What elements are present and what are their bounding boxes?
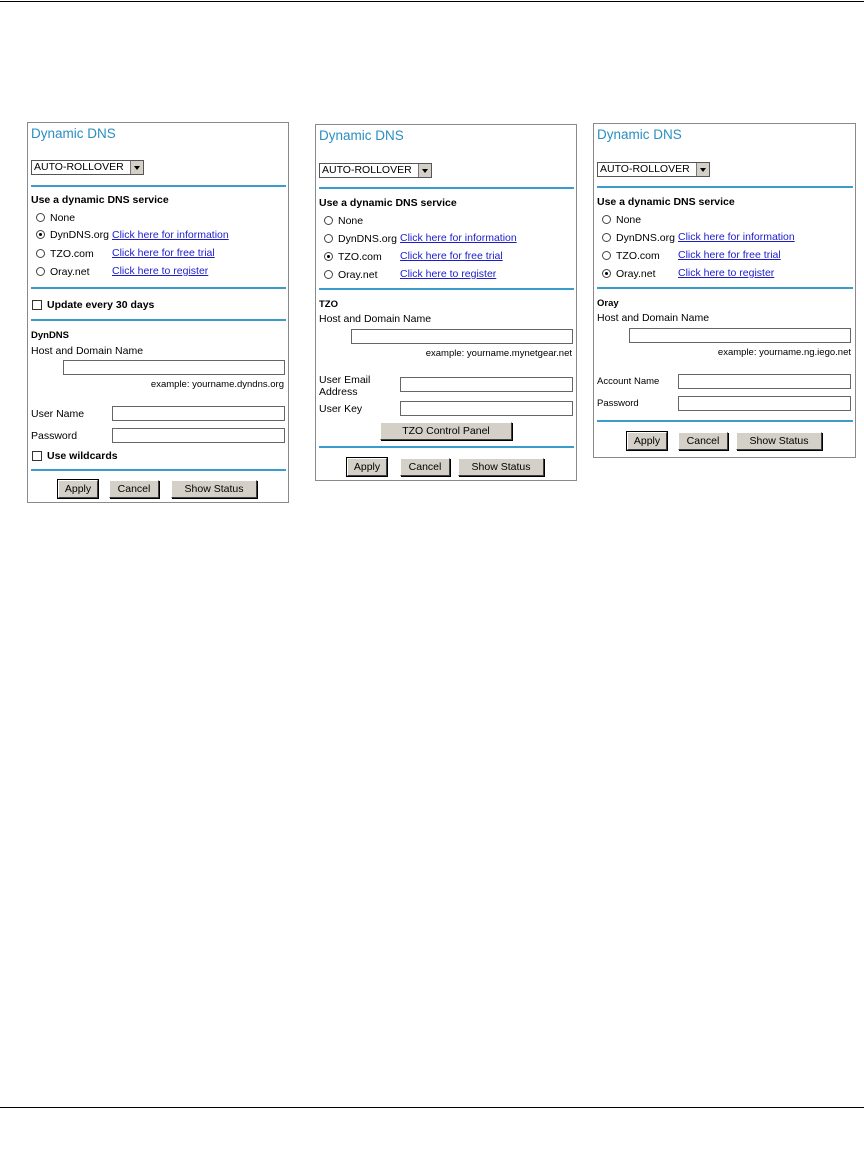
update-every-30-days-label: Update every 30 days	[47, 299, 155, 311]
dyndns-info-link[interactable]: Click here for information	[112, 229, 229, 241]
user-email-label	[319, 374, 370, 398]
radio-tzo[interactable]	[36, 249, 45, 258]
radio-tzo-label: TZO.com	[616, 250, 660, 262]
divider	[597, 420, 853, 422]
page-title: Dynamic DNS	[597, 127, 682, 142]
host-domain-input[interactable]	[63, 360, 285, 375]
radio-oray[interactable]	[602, 269, 611, 278]
host-domain-label: Host and Domain Name	[319, 313, 432, 325]
divider	[597, 287, 853, 289]
host-example-text: example: yourname.ng.iego.net	[717, 347, 851, 358]
user-key-input[interactable]	[400, 401, 573, 416]
account-name-label: Account Name	[597, 376, 660, 387]
rollover-select[interactable]	[31, 160, 144, 175]
divider	[31, 185, 286, 187]
host-example-text: example: yourname.dyndns.org	[150, 379, 284, 390]
user-email-label-line1: User Email	[319, 374, 371, 386]
radio-none[interactable]	[602, 215, 611, 224]
page-title: Dynamic DNS	[319, 128, 404, 143]
dyndns-info-link[interactable]: Click here for information	[400, 232, 517, 244]
rollover-select[interactable]	[597, 162, 710, 177]
divider	[319, 187, 574, 189]
user-email-label-line2: Address	[319, 386, 358, 398]
radio-oray[interactable]	[324, 270, 333, 279]
tzo-trial-link[interactable]: Click here for free trial	[678, 249, 781, 261]
chevron-down-icon[interactable]	[696, 163, 709, 176]
radio-oray-label: Oray.net	[50, 266, 90, 278]
radio-dyndns[interactable]	[36, 230, 45, 239]
cancel-button[interactable]: Cancel	[400, 458, 450, 476]
divider	[31, 319, 286, 321]
radio-none[interactable]	[324, 216, 333, 225]
user-name-input[interactable]	[112, 406, 285, 421]
password-input[interactable]	[112, 428, 285, 443]
tzo-trial-link[interactable]: Click here for free trial	[400, 250, 503, 262]
oray-register-link[interactable]: Click here to register	[112, 265, 209, 277]
use-wildcards-checkbox[interactable]	[32, 451, 42, 461]
user-name-label: User Name	[31, 408, 85, 420]
user-key-label: User Key	[319, 403, 363, 415]
provider-heading: Oray	[597, 298, 619, 309]
cancel-button[interactable]: Cancel	[678, 432, 728, 450]
tzo-panel	[315, 124, 577, 481]
divider	[31, 287, 286, 289]
password-input[interactable]	[678, 396, 851, 411]
password-label: Password	[31, 430, 78, 442]
apply-button[interactable]: Apply	[58, 480, 98, 498]
account-name-input[interactable]	[678, 374, 851, 389]
divider	[31, 469, 286, 471]
service-heading: Use a dynamic DNS service	[319, 197, 457, 209]
top-page-rule	[0, 1, 864, 2]
dyndns-info-link[interactable]: Click here for information	[678, 231, 795, 243]
oray-register-link[interactable]: Click here to register	[678, 267, 775, 279]
page-title: Dynamic DNS	[31, 126, 116, 141]
divider	[597, 186, 853, 188]
radio-dyndns[interactable]	[602, 233, 611, 242]
radio-dyndns[interactable]	[324, 234, 333, 243]
user-email-input[interactable]	[400, 377, 573, 392]
rollover-select-value: AUTO-ROLLOVER	[600, 163, 690, 175]
chevron-down-icon[interactable]	[130, 161, 143, 174]
divider	[319, 446, 574, 448]
tzo-control-panel-button[interactable]: TZO Control Panel	[380, 422, 512, 440]
radio-none-label: None	[338, 215, 364, 227]
use-wildcards-label: Use wildcards	[47, 450, 118, 462]
oray-register-link[interactable]: Click here to register	[400, 268, 497, 280]
host-domain-label: Host and Domain Name	[31, 345, 144, 357]
radio-dyndns-label: DynDNS.org	[338, 233, 397, 245]
host-domain-input[interactable]	[629, 328, 851, 343]
radio-none[interactable]	[36, 213, 45, 222]
radio-oray[interactable]	[36, 267, 45, 276]
tzo-trial-link[interactable]: Click here for free trial	[112, 247, 215, 259]
radio-none-label: None	[50, 212, 76, 224]
show-status-button[interactable]: Show Status	[736, 432, 822, 450]
oray-panel	[593, 123, 856, 458]
host-domain-label: Host and Domain Name	[597, 312, 710, 324]
rollover-select-value: AUTO-ROLLOVER	[322, 164, 412, 176]
radio-tzo[interactable]	[602, 251, 611, 260]
host-example-text: example: yourname.mynetgear.net	[425, 348, 572, 359]
radio-none-label: None	[616, 214, 642, 226]
radio-oray-label: Oray.net	[338, 269, 378, 281]
apply-button[interactable]: Apply	[347, 458, 387, 476]
radio-tzo[interactable]	[324, 252, 333, 261]
show-status-button[interactable]: Show Status	[458, 458, 544, 476]
chevron-down-icon[interactable]	[418, 164, 431, 177]
dyndns-panel	[27, 122, 289, 503]
cancel-button[interactable]: Cancel	[109, 480, 159, 498]
provider-heading: DynDNS	[31, 330, 70, 341]
password-label: Password	[597, 398, 639, 409]
service-heading: Use a dynamic DNS service	[31, 194, 169, 206]
radio-tzo-label: TZO.com	[338, 251, 382, 263]
host-domain-input[interactable]	[351, 329, 573, 344]
radio-oray-label: Oray.net	[616, 268, 656, 280]
radio-tzo-label: TZO.com	[50, 248, 94, 260]
bottom-page-rule	[0, 1107, 864, 1108]
apply-button[interactable]: Apply	[627, 432, 667, 450]
divider	[319, 288, 574, 290]
rollover-select[interactable]	[319, 163, 432, 178]
update-every-30-days-checkbox[interactable]	[32, 300, 42, 310]
radio-dyndns-label: DynDNS.org	[50, 229, 109, 241]
radio-dyndns-label: DynDNS.org	[616, 232, 675, 244]
rollover-select-value: AUTO-ROLLOVER	[34, 161, 124, 173]
service-heading: Use a dynamic DNS service	[597, 196, 735, 208]
show-status-button[interactable]: Show Status	[171, 480, 257, 498]
provider-heading: TZO	[319, 299, 338, 310]
